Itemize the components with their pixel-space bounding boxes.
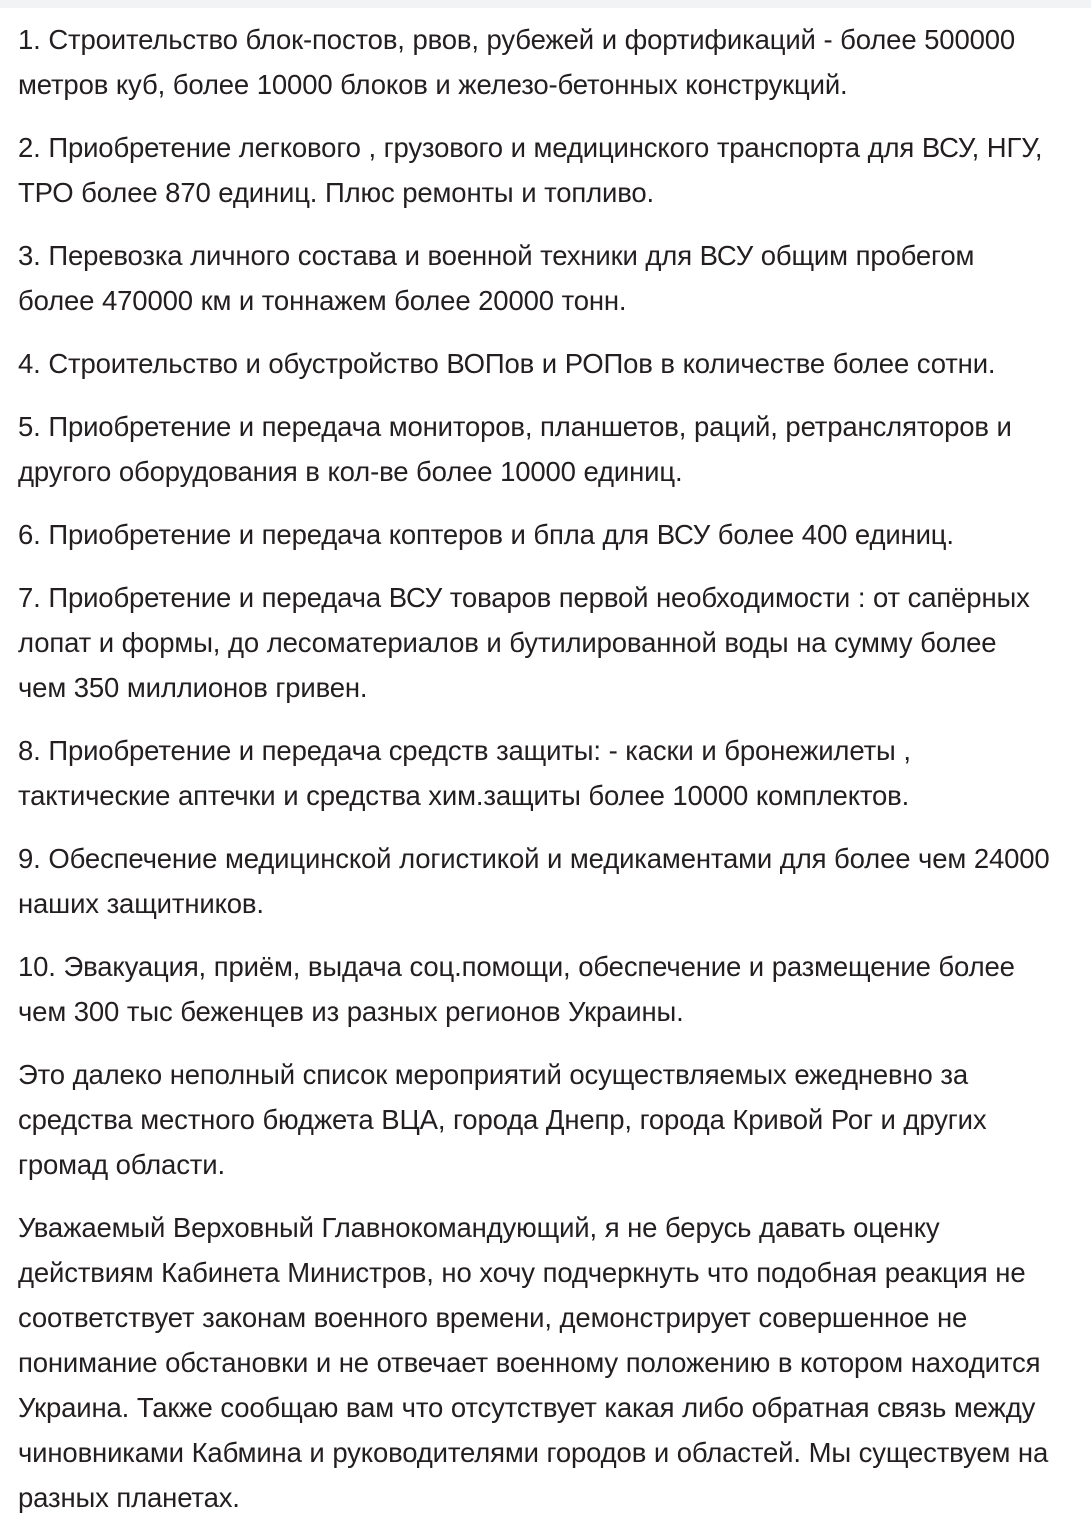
top-edge-band [0,0,1091,8]
list-item-9: 9. Обеспечение медицинской логистикой и медикаментами для более чем 24000 наших защитников. [18,843,1050,919]
list-item-8: 8. Приобретение и передача средств защиты: - каски и бронежилеты , тактические аптечки и средства хим.защиты более 10000 комплектов. [18,735,911,811]
list-item-5: 5. Приобретение и передача мониторов, планшетов, раций, ретрансляторов и другого оборудования в кол-ве более 10000 единиц. [18,411,1012,487]
list-item-10: 10. Эвакуация, приём, выдача соц.помощи, обеспечение и размещение более чем 300 тыс беженцев из разных регионов Украины. [18,951,1015,1027]
document-text-body [0,8,1091,1520]
closing-address-paragraph: Уважаемый Верховный Главнокомандующий, я не берусь давать оценку действиям Кабинета Министров, но хочу подчеркнуть что подобная реакция не соответствует законам военного времени, демонстрирует совершенное не понимание обстановки и не отвечает военному положению в котором находится Украина. Также сообщаю вам что отсутствует какая либо обратная связь между чиновниками Кабмина и руководителями городов и областей. Мы существуем на разных планетах. [18,1212,1049,1513]
list-item-2: 2. Приобретение легкового , грузового и медицинского транспорта для ВСУ, НГУ, ТРО более 870 единиц. Плюс ремонты и топливо. [18,132,1043,208]
list-item-4: 4. Строительство и обустройство ВОПов и РОПов в количестве более сотни. [18,348,996,379]
list-item-6: 6. Приобретение и передача коптеров и бпла для ВСУ более 400 единиц. [18,519,954,550]
list-item-1: 1. Строительство блок-постов, рвов, рубежей и фортификаций - более 500000 метров куб, более 10000 блоков и железо-бетонных конструкций. [18,24,1016,100]
list-item-3: 3. Перевозка личного состава и военной техники для ВСУ общим пробегом более 470000 км и тоннажем более 20000 тонн. [18,240,975,316]
closing-summary-paragraph: Это далеко неполный список мероприятий осуществляемых ежедневно за средства местного бюджета ВЦА, города Днепр, города Кривой Рог и других громад области. [18,1059,987,1180]
list-item-7: 7. Приобретение и передача ВСУ товаров первой необходимости : от сапёрных лопат и формы, до лесоматериалов и бутилированной воды на сумму более чем 350 миллионов гривен. [18,582,1030,703]
